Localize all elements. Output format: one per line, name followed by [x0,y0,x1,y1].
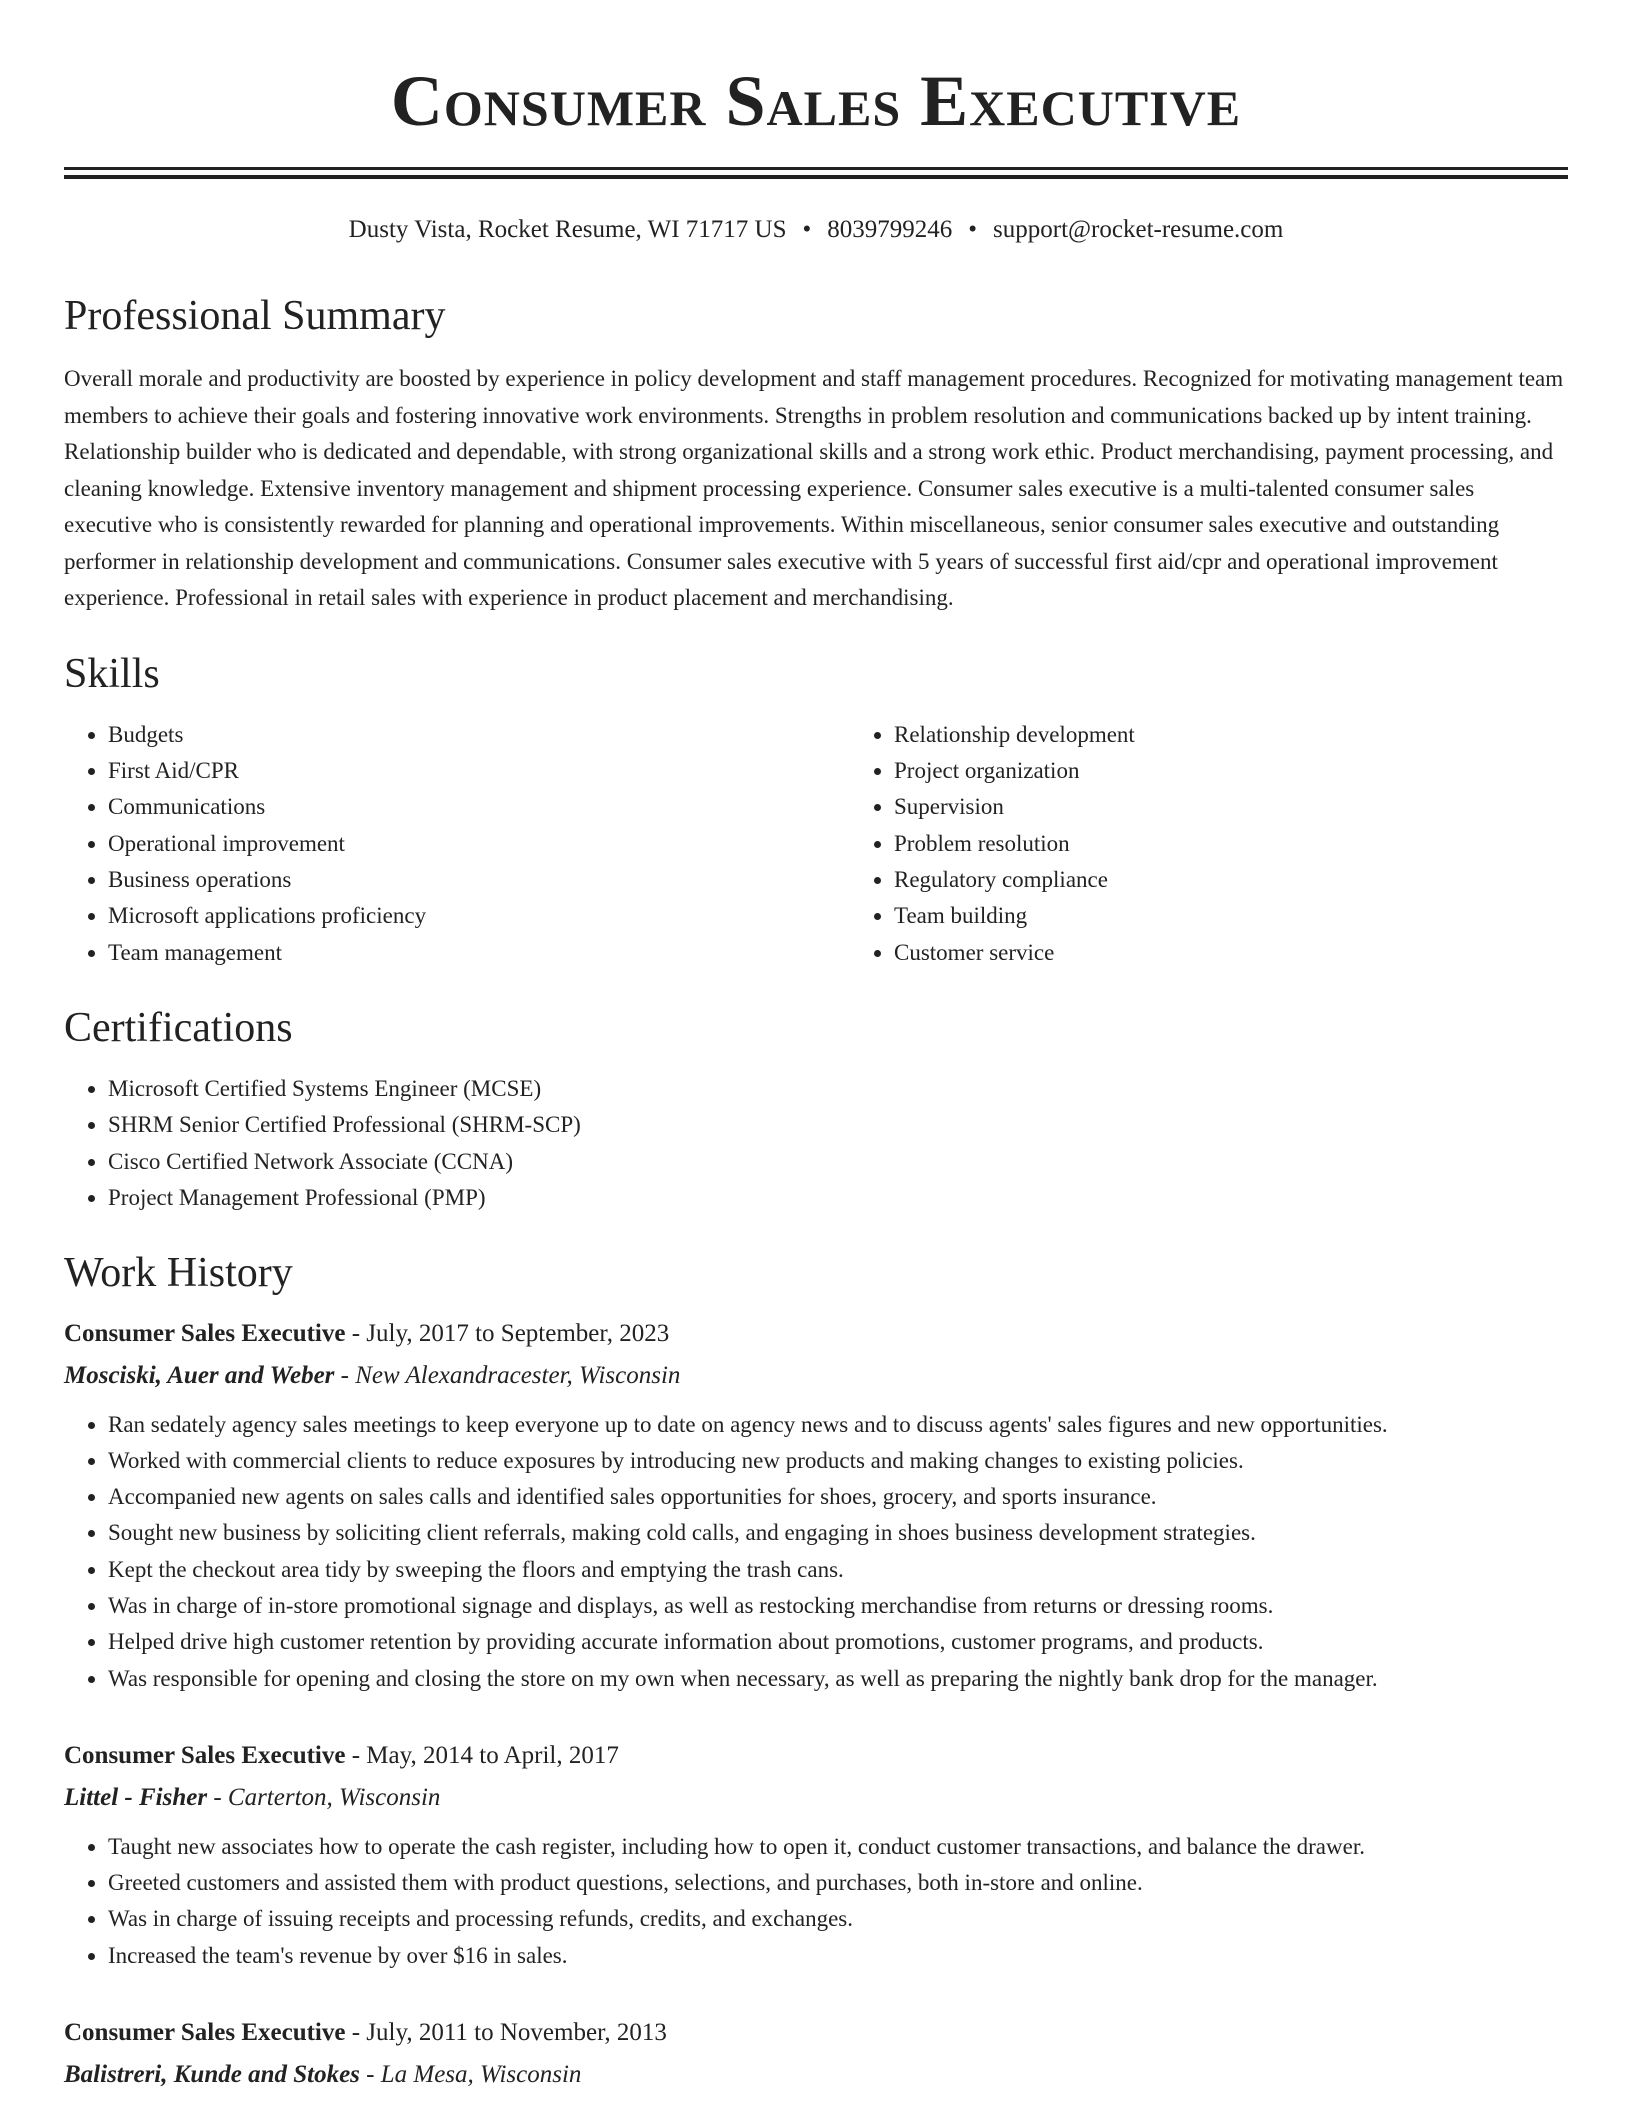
job-title-line [64,1319,1568,1349]
skill-item: • Supervision [894,789,1568,825]
contact-phone[interactable]: 8039799246 [827,216,953,243]
contact-address: Dusty Vista, Rocket Resume, WI 71717 US [348,216,787,243]
job-bullet: • Kept the checkout area tidy by sweeping the floors and emptying the trash cans. [108,1552,1568,1588]
job-bullet: • Was responsible for opening and closing the store on my own when necessary, as well as preparing the nightly bank drop for the manager. [108,1661,1568,1697]
job-company: Balistreri, Kunde and Stokes [64,2061,360,2089]
certification-item: • SHRM Senior Certified Professional (SHRM-SCP) [108,1107,1568,1143]
job-bullet: • Greeted customers and assisted them with product questions, selections, and purchases, both in-store and online. [108,1865,1568,1901]
certifications-section [64,1005,1568,1216]
job-title-line [64,2018,1568,2048]
job-company-line [64,2060,1568,2090]
skill-item: • First Aid/CPR [108,753,850,789]
job-bullet: • Accompanied new agents on sales calls and identified sales opportunities for shoes, grocery, and sports insurance. [108,1479,1568,1515]
work-section [64,1250,1568,2090]
skill-item: • Business operations [108,862,850,898]
certification-item: • Microsoft Certified Systems Engineer (MCSE) [108,1071,1568,1107]
skills-columns [64,717,1568,971]
resume-name: Consumer Sales Executive [390,61,1242,141]
skill-item: • Project organization [894,753,1568,789]
job-company-line [64,1361,1568,1391]
skill-item: • Budgets [108,717,850,753]
contact-separator: • [968,216,978,243]
skill-item: • Customer service [894,935,1568,971]
skill-item: • Team management [108,935,850,971]
job-dates: - July, 2017 to September, 2023 [345,1319,670,1347]
summary-text: Overall morale and productivity are boosted by experience in policy development and staff management procedures. Recognized for motivating management team members to achieve their goals and fostering innovative work environments. Strengths in problem resolution and communications backed up by intent training. Relationship builder who is dedicated and dependable, with strong organizational skills and a strong work ethic. Product merchandising, payment processing, and cleaning knowledge. Extensive inventory management and shipment processing experience. Consumer sales executive is a multi-talented consumer sales executive who is consistently rewarded for planning and operational improvements. Within miscellaneous, senior consumer sales executive and outstanding performer in relationship development and communications. Consumer sales executive with 5 years of successful first aid/cpr and operational improvement experience. Professional in retail sales with experience in product placement and merchandising. [64,366,1564,611]
job-company: Littel - Fisher [64,1783,208,1811]
job-company-line [64,1783,1568,1813]
job-location: - La Mesa, Wisconsin [359,2061,582,2089]
certifications-list [64,1071,1568,1216]
skill-item: • Team building [894,898,1568,934]
skill-item: • Relationship development [894,717,1568,753]
summary-section [64,293,1568,617]
job-bullet: • Taught new associates how to operate the cash register, including how to open it, conduct customer transactions, and balance the drawer. [108,1829,1568,1865]
work-heading: Work History [64,1250,293,1297]
job-bullet: • Worked with commercial clients to reduce exposures by introducing new products and making changes to existing policies. [108,1443,1568,1479]
contact-separator: • [802,216,812,243]
summary-heading: Professional Summary [64,293,446,339]
job-location: - Carterton, Wisconsin [207,1783,441,1811]
certification-item: • Cisco Certified Network Associate (CCNA) [108,1144,1568,1180]
job-bullet: • Sought new business by soliciting client referrals, making cold calls, and engaging in shoes business development strategies. [108,1515,1568,1551]
job-bullet: • Was in charge of issuing receipts and processing refunds, credits, and exchanges. [108,1901,1568,1937]
job-dates: - July, 2011 to November, 2013 [345,2019,667,2047]
job-bullet: • Helped drive high customer retention by providing accurate information about promotions, customer programs, and products. [108,1624,1568,1660]
job-company: Mosciski, Auer and Weber [64,1361,335,1389]
job-title: Consumer Sales Executive [64,1741,346,1769]
job-bullet: • Ran sedately agency sales meetings to keep everyone up to date on agency news and to discuss agents' sales figures and new opportunities. [108,1407,1568,1443]
job-title: Consumer Sales Executive [64,2019,346,2047]
job-dates: - May, 2014 to April, 2017 [345,1741,619,1769]
job-bullet: • Increased the team's revenue by over $16 in sales. [108,1938,1568,1974]
job-bullet: • Was in charge of in-store promotional signage and displays, as well as restocking merchandise from returns or dressing rooms. [108,1588,1568,1624]
job-location: - New Alexandracester, Wisconsin [334,1361,681,1389]
jobs-container [64,1319,1568,2091]
certifications-heading: Certifications [64,1004,293,1051]
job-entry [64,1741,1568,1974]
job-title: Consumer Sales Executive [64,1319,346,1347]
contact-email[interactable]: support@rocket-resume.com [993,216,1284,243]
skills-list-left [64,717,850,971]
job-bullets [64,1829,1568,1974]
skills-heading: Skills [64,650,160,697]
skill-item: • Communications [108,789,850,825]
skill-item: • Problem resolution [894,826,1568,862]
certification-item: • Project Management Professional (PMP) [108,1180,1568,1216]
job-bullets [64,1407,1568,1697]
job-entry [64,1319,1568,1697]
skill-item: • Regulatory compliance [894,862,1568,898]
skill-item: • Microsoft applications proficiency [108,898,850,934]
job-entry [64,2018,1568,2090]
skills-section [64,651,1568,971]
skills-list-right [850,717,1568,971]
job-title-line [64,1741,1568,1771]
header-double-rule [64,167,1568,179]
skill-item: • Operational improvement [108,826,850,862]
contact-line [64,215,1568,245]
